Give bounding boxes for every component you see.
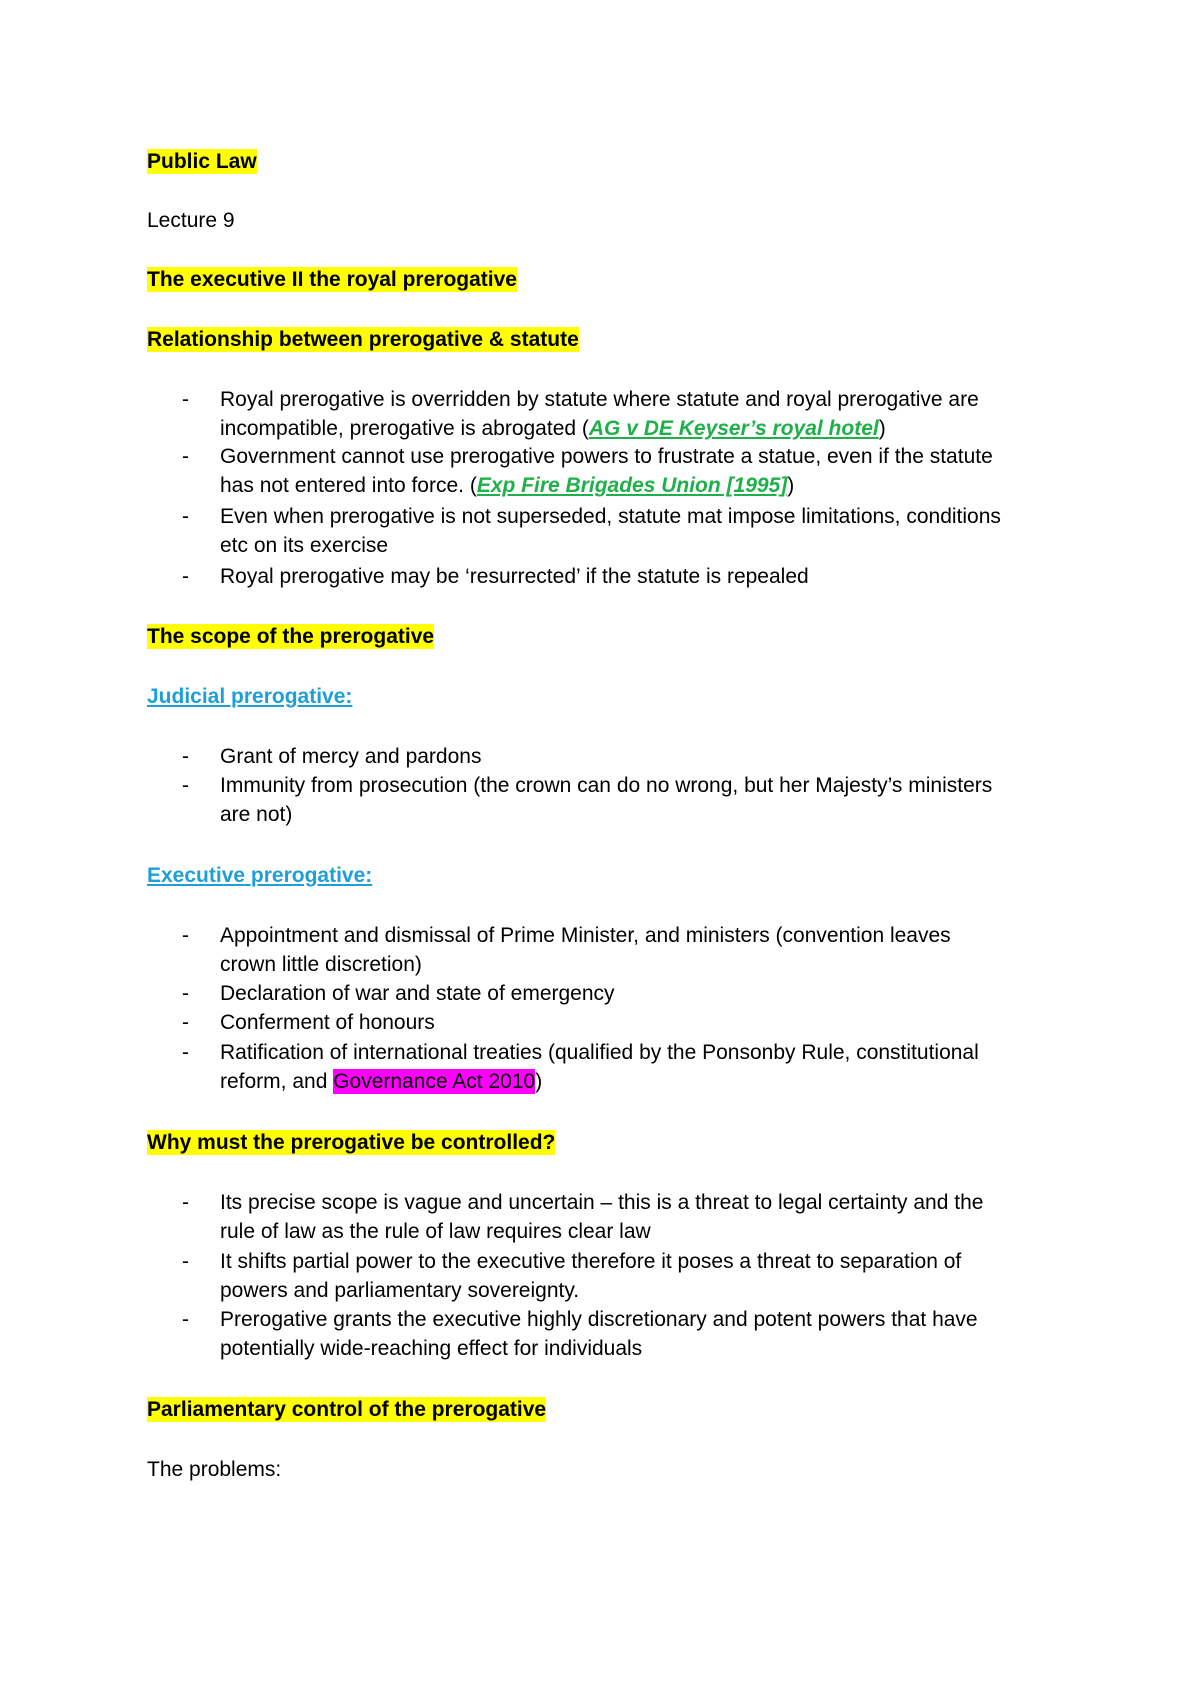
bullet-text: Prerogative grants the executive highly discretionary and potent powers that have — [220, 1308, 978, 1331]
heading-scope: The scope of the prerogative — [147, 625, 435, 648]
bullet-dash: - — [182, 1250, 189, 1273]
bullet-text-continued: incompatible, prerogative is abrogated (AG v DE Keyser’s royal hotel) — [220, 417, 886, 440]
case-link-fire-brigades[interactable]: Exp Fire Brigades Union [1995] — [476, 474, 788, 497]
course-title: Public Law — [147, 150, 257, 173]
heading-parliament: Parliamentary control of the prerogative — [147, 1398, 547, 1421]
bullet-text: Royal prerogative may be ‘resurrected’ if the statute is repealed — [220, 565, 809, 588]
bullet-dash: - — [182, 565, 189, 588]
bullet-text: It shifts partial power to the executive therefore it poses a threat to separation of — [220, 1250, 962, 1273]
bullet-text-continued: crown little discretion) — [220, 953, 422, 976]
heading-relationship: Relationship between prerogative & statute — [147, 328, 579, 351]
bullet-dash: - — [182, 1011, 189, 1034]
bullet-text: Immunity from prosecution (the crown can do no wrong, but her Majesty’s ministers — [220, 774, 993, 797]
bullet-text: Ratification of international treaties (qualified by the Ponsonby Rule, constitutional — [220, 1041, 979, 1064]
bullet-dash: - — [182, 745, 189, 768]
bullet-text-continued: potentially wide-reaching effect for individuals — [220, 1337, 643, 1360]
bullet-dash: - — [182, 774, 189, 797]
bullet-dash: - — [182, 505, 189, 528]
bullet-text-continued: are not) — [220, 803, 293, 826]
bullet-dash: - — [182, 445, 189, 468]
bullet-text: Royal prerogative is overridden by statute where statute and royal prerogative are — [220, 388, 979, 411]
case-link-keyser[interactable]: AG v DE Keyser’s royal hotel — [588, 417, 879, 440]
bullet-dash: - — [182, 388, 189, 411]
bullet-text: Government cannot use prerogative powers to frustrate a statue, even if the statute — [220, 445, 993, 468]
bullet-dash: - — [182, 924, 189, 947]
subheading-judicial: Judicial prerogative: — [147, 685, 353, 708]
bullet-dash: - — [182, 982, 189, 1005]
lecture-number: Lecture 9 — [147, 209, 235, 232]
subheading-problems: The problems: — [147, 1458, 282, 1481]
subheading-executive: Executive prerogative: — [147, 864, 373, 887]
bullet-text-continued: powers and parliamentary sovereignty. — [220, 1279, 580, 1302]
bullet-text: Even when prerogative is not superseded, statute mat impose limitations, conditions — [220, 505, 1001, 528]
bullet-dash: - — [182, 1191, 189, 1214]
bullet-text: Grant of mercy and pardons — [220, 745, 482, 768]
bullet-dash: - — [182, 1041, 189, 1064]
bullet-text: Conferment of honours — [220, 1011, 435, 1034]
bullet-text-continued: has not entered into force. (Exp Fire Brigades Union [1995]) — [220, 474, 795, 497]
bullet-text-continued: reform, and Governance Act 2010) — [220, 1070, 543, 1093]
bullet-text: Appointment and dismissal of Prime Minister, and ministers (convention leaves — [220, 924, 951, 947]
bullet-dash: - — [182, 1308, 189, 1331]
statute-highlight: Governance Act 2010 — [333, 1070, 536, 1093]
bullet-text: Declaration of war and state of emergency — [220, 982, 615, 1005]
bullet-text-continued: etc on its exercise — [220, 534, 389, 557]
topic-title: The executive II the royal prerogative — [147, 268, 517, 291]
bullet-text: Its precise scope is vague and uncertain – this is a threat to legal certainty and the — [220, 1191, 984, 1214]
bullet-text-continued: rule of law as the rule of law requires clear law — [220, 1220, 651, 1243]
heading-control: Why must the prerogative be controlled? — [147, 1131, 556, 1154]
